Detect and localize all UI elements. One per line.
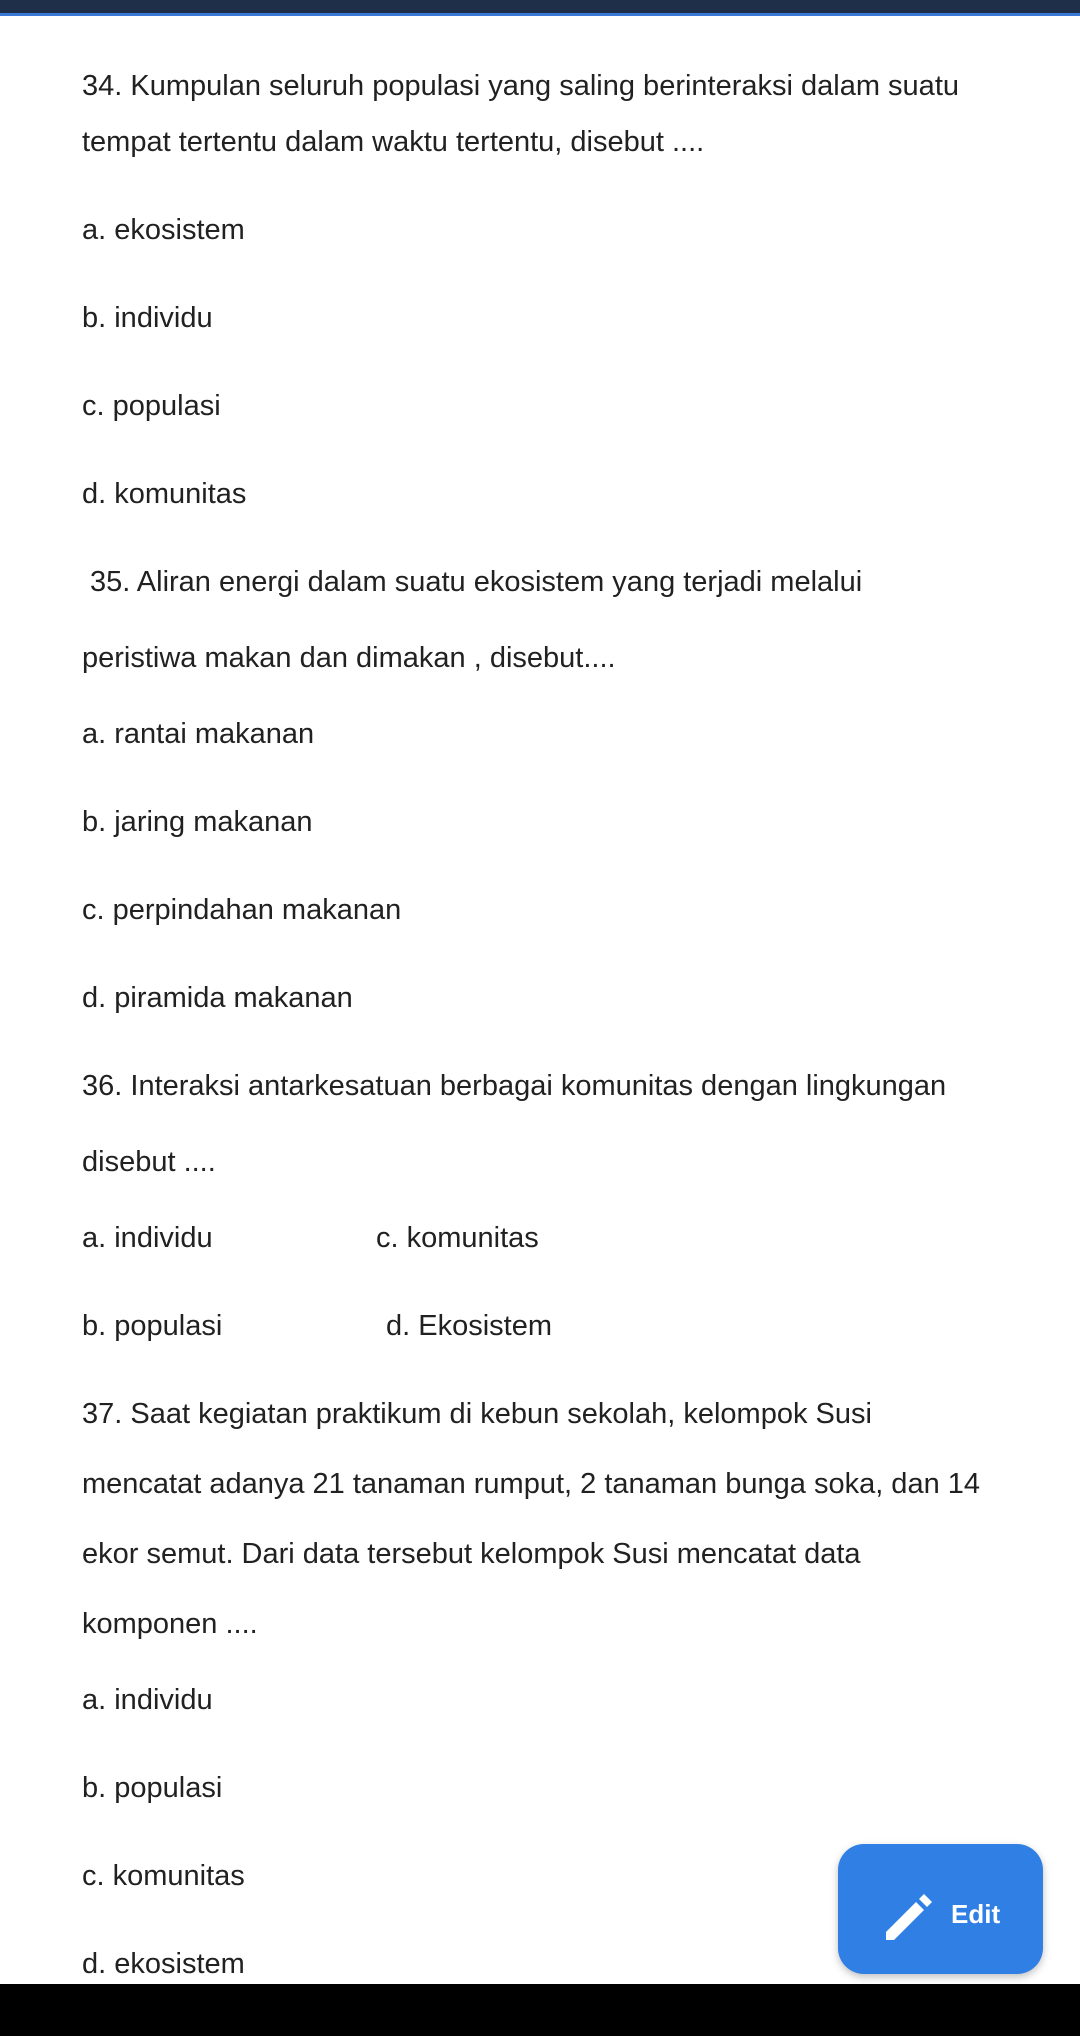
question-text: Saat kegiatan praktikum di kebun sekolah, kelompok Susi [130, 1398, 872, 1430]
document-page [0, 16, 1080, 1984]
option-b: b. jaring makanan [82, 806, 313, 838]
option-a: a. individu [82, 1684, 213, 1716]
question-text-line: ekor semut. Dari data tersebut kelompok Susi mencatat data [82, 1538, 861, 1570]
question-text: Interaksi antarkesatuan berbagai komunitas dengan lingkungan [130, 1070, 947, 1102]
option-d: d. Ekosistem [386, 1310, 552, 1342]
option-a: a. ekosistem [82, 214, 245, 246]
pencil-icon [878, 1890, 936, 1948]
question-text-line: mencatat adanya 21 tanaman rumput, 2 tanaman bunga soka, dan 14 [82, 1468, 981, 1500]
question-number: 35. [90, 566, 131, 598]
option-c: c. komunitas [82, 1860, 245, 1892]
question-text-line [82, 1394, 872, 1434]
option-a: a. individu [82, 1222, 213, 1254]
question-text: Kumpulan seluruh populasi yang saling berinteraksi dalam suatu [130, 70, 960, 102]
option-b: b. populasi [82, 1772, 223, 1804]
question-text-line [90, 562, 862, 602]
bottom-navigation-bar [0, 1984, 1080, 2036]
option-a: a. rantai makanan [82, 718, 315, 750]
option-c: c. perpindahan makanan [82, 894, 402, 926]
question-text: Aliran energi dalam suatu ekosistem yang terjadi melalui [136, 566, 863, 598]
question-number: 34. [82, 70, 123, 102]
option-d: d. komunitas [82, 478, 247, 510]
question-text-line: peristiwa makan dan dimakan , disebut.... [82, 642, 616, 674]
option-c: c. populasi [82, 390, 221, 422]
option-d: d. ekosistem [82, 1948, 245, 1980]
question-number: 37. [82, 1398, 123, 1430]
top-status-bar [0, 0, 1080, 16]
question-text-line: komponen .... [82, 1608, 258, 1640]
question-text-line [82, 1066, 946, 1106]
question-text-line: tempat tertentu dalam waktu tertentu, disebut .... [82, 126, 705, 158]
option-b: b. individu [82, 302, 213, 334]
question-text-line [82, 66, 959, 106]
option-c: c. komunitas [376, 1222, 539, 1254]
edit-button-label: Edit [951, 1899, 1001, 1929]
option-d: d. piramida makanan [82, 982, 353, 1014]
question-text-line: disebut .... [82, 1146, 216, 1178]
edit-button[interactable] [838, 1844, 1043, 1974]
option-b: b. populasi [82, 1310, 223, 1342]
question-number: 36. [82, 1070, 123, 1102]
